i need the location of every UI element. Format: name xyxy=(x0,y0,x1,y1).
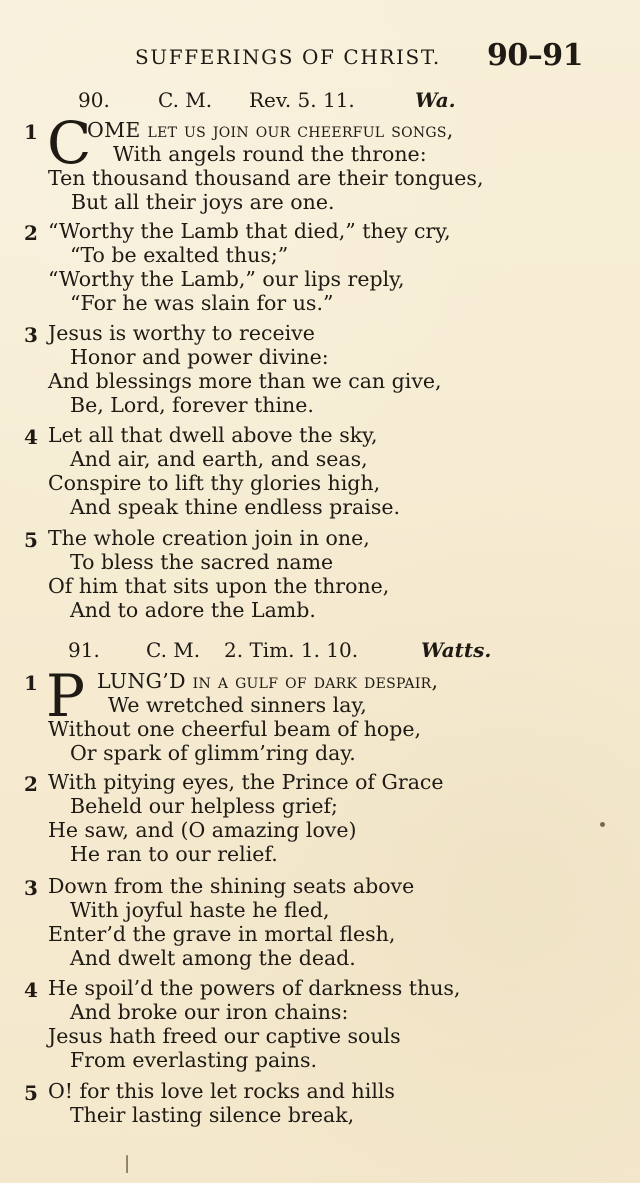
stanza-line: With angels round the throne: xyxy=(113,142,427,166)
stanza-line: And dwelt among the dead. xyxy=(70,946,356,970)
ink-dot xyxy=(600,822,605,827)
stanza-line: But all their joys are one. xyxy=(71,190,335,214)
stanza-line: “Worthy the Lamb,” our lips reply, xyxy=(48,267,405,291)
hymn-reference: Rev. 5. 11. xyxy=(249,88,355,112)
stanza-number: 2 xyxy=(24,221,38,245)
hymn-91-header xyxy=(68,638,573,666)
stanza-line: He saw, and (O amazing love) xyxy=(48,818,357,842)
stanza-number: 1 xyxy=(24,671,38,695)
stanza-line: With pitying eyes, the Prince of Grace xyxy=(48,770,444,794)
hymn-number: 91. xyxy=(68,638,100,662)
page-mark: | xyxy=(124,1153,131,1174)
drop-cap: C xyxy=(47,109,92,177)
hymn-number: 90. xyxy=(78,88,110,112)
stanza-line: Jesus is worthy to receive xyxy=(48,321,315,345)
stanza-line: Down from the shining seats above xyxy=(48,874,415,898)
stanza-number: 1 xyxy=(24,120,38,144)
stanza-line: LUNG’D in a gulf of dark despair, xyxy=(97,669,439,693)
stanza-line: And blessings more than we can give, xyxy=(48,369,442,393)
stanza-line: Beheld our helpless grief; xyxy=(70,794,338,818)
stanza-line: He spoil’d the powers of darkness thus, xyxy=(48,976,461,1000)
hymn-90-header xyxy=(78,88,573,116)
stanza-line: And broke our iron chains: xyxy=(70,1000,349,1024)
hymn-meter: C. M. xyxy=(146,638,201,662)
stanza-line: Ten thousand thousand are their tongues, xyxy=(48,166,484,190)
stanza-line: And to adore the Lamb. xyxy=(70,598,316,622)
stanza-line: Enter’d the grave in mortal flesh, xyxy=(48,922,396,946)
stanza-line: And speak thine endless praise. xyxy=(70,495,401,519)
stanza-line: He ran to our relief. xyxy=(70,842,278,866)
hymn-author: Watts. xyxy=(421,638,492,662)
stanza-line: To bless the sacred name xyxy=(70,550,334,574)
stanza-number: 3 xyxy=(24,876,38,900)
stanza-line: O! for this love let rocks and hills xyxy=(48,1079,395,1103)
stanza-number: 5 xyxy=(24,528,38,552)
hymn-author: Wa. xyxy=(415,88,456,112)
page-range: 90–91 xyxy=(487,38,583,73)
stanza-line: Honor and power divine: xyxy=(70,345,329,369)
stanza-line: With joyful haste he fled, xyxy=(70,898,330,922)
stanza-line: Conspire to lift thy glories high, xyxy=(48,471,381,495)
hymn-reference: 2. Tim. 1. 10. xyxy=(224,638,359,662)
stanza-line: And air, and earth, and seas, xyxy=(70,447,368,471)
stanza-line: Without one cheerful beam of hope, xyxy=(48,717,422,741)
stanza-line: “For he was slain for us.” xyxy=(70,291,334,315)
stanza-line: We wretched sinners lay, xyxy=(108,693,367,717)
stanza-line: Or spark of glimm’ring day. xyxy=(70,741,356,765)
stanza-line: Their lasting silence break, xyxy=(70,1103,355,1127)
stanza-line: The whole creation join in one, xyxy=(48,526,370,550)
stanza-line: Be, Lord, forever thine. xyxy=(70,393,314,417)
stanza-line: “To be exalted thus;” xyxy=(70,243,289,267)
stanza-number: 2 xyxy=(24,772,38,796)
stanza-line: OME let us join our cheerful songs, xyxy=(87,118,454,142)
stanza-line: Let all that dwell above the sky, xyxy=(48,423,378,447)
stanza-line: “Worthy the Lamb that died,” they cry, xyxy=(48,219,451,243)
stanza-number: 4 xyxy=(24,978,38,1002)
stanza-line: Of him that sits upon the throne, xyxy=(48,574,390,598)
stanza-line: From everlasting pains. xyxy=(70,1048,318,1072)
running-title: SUFFERINGS OF CHRIST. xyxy=(135,45,441,69)
hymn-meter: C. M. xyxy=(158,88,213,112)
stanza-number: 5 xyxy=(24,1081,38,1105)
stanza-number: 4 xyxy=(24,425,38,449)
drop-cap: P xyxy=(46,662,86,730)
stanza-number: 3 xyxy=(24,323,38,347)
stanza-line: Jesus hath freed our captive souls xyxy=(48,1024,401,1048)
